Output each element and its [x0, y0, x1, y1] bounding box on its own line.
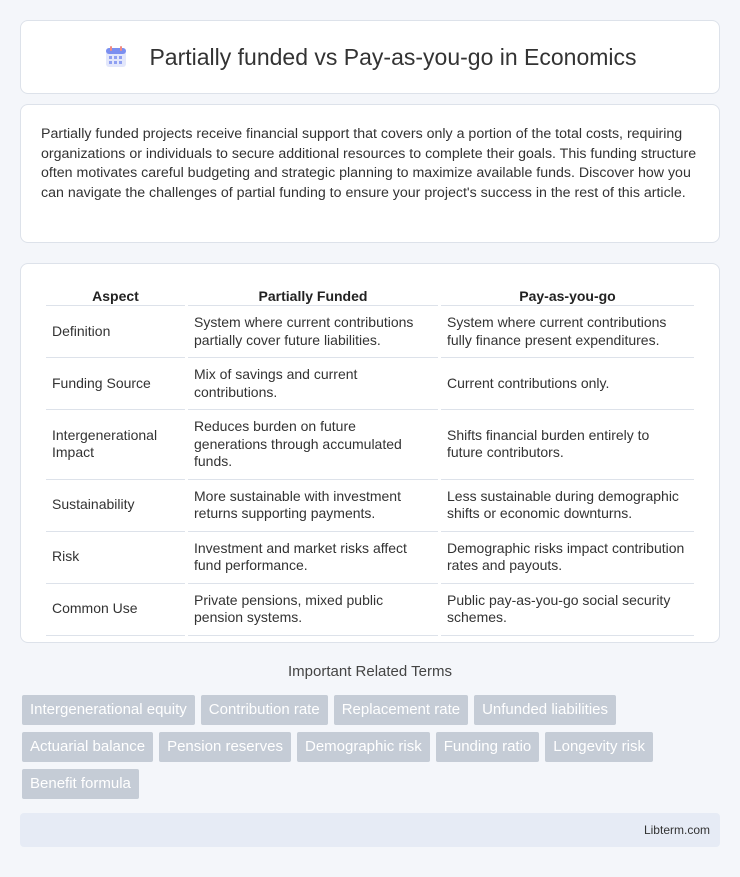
related-term-tag[interactable]: Intergenerational equity — [22, 695, 195, 725]
pay-as-you-go-cell: Public pay-as-you-go social security schemes. — [441, 584, 694, 636]
related-term-tag[interactable]: Longevity risk — [545, 732, 653, 762]
intro-card — [20, 104, 720, 243]
table-row — [46, 358, 694, 410]
pay-as-you-go-cell: Shifts financial burden entirely to future contributors. — [441, 410, 694, 480]
partially-funded-cell: More sustainable with investment returns supporting payments. — [188, 480, 438, 532]
header-aspect: Aspect — [46, 286, 185, 306]
table-row — [46, 306, 694, 358]
partially-funded-cell: Private pensions, mixed public pension systems. — [188, 584, 438, 636]
related-term-tag[interactable]: Pension reserves — [159, 732, 291, 762]
related-term-tag[interactable]: Unfunded liabilities — [474, 695, 616, 725]
related-terms-title: Important Related Terms — [288, 663, 452, 680]
table-row — [46, 480, 694, 532]
related-terms-list — [22, 695, 722, 799]
partially-funded-cell: Mix of savings and current contributions. — [188, 358, 438, 410]
table-row — [46, 532, 694, 584]
related-term-tag[interactable]: Contribution rate — [201, 695, 328, 725]
aspect-cell: Risk — [46, 532, 185, 584]
table-row — [46, 584, 694, 636]
table-row — [46, 410, 694, 480]
related-term-tag[interactable]: Demographic risk — [297, 732, 430, 762]
calendar-icon — [103, 44, 129, 70]
footer-site-link[interactable]: Libterm.com — [643, 823, 710, 837]
table-header-row — [46, 286, 694, 306]
aspect-cell: Funding Source — [46, 358, 185, 410]
header-pay-as-you-go: Pay-as-you-go — [441, 286, 694, 306]
title-card — [20, 20, 720, 94]
aspect-cell: Common Use — [46, 584, 185, 636]
related-term-tag[interactable]: Funding ratio — [436, 732, 540, 762]
aspect-cell: Intergenerational Impact — [46, 410, 185, 480]
footer — [20, 813, 720, 847]
header-partially-funded: Partially Funded — [188, 286, 438, 306]
intro-text: Partially funded projects receive financial support that covers only a portion of the total costs, requiring organizations or individuals to secure additional resources to complete their goals. This funding structure often motivates careful budgeting and strategic planning to maximize available funds. Discover how you can navigate the challenges of partial funding to ensure your project's success in the rest of this article. — [41, 126, 697, 201]
related-term-tag[interactable]: Actuarial balance — [22, 732, 153, 762]
related-term-tag[interactable]: Benefit formula — [22, 769, 139, 799]
comparison-card — [20, 263, 720, 643]
related-term-tag[interactable]: Replacement rate — [334, 695, 468, 725]
page-title: Partially funded vs Pay-as-you-go in Economics — [149, 43, 637, 70]
aspect-cell: Sustainability — [46, 480, 185, 532]
pay-as-you-go-cell: Current contributions only. — [441, 358, 694, 410]
partially-funded-cell: Investment and market risks affect fund performance. — [188, 532, 438, 584]
pay-as-you-go-cell: Less sustainable during demographic shifts or economic downturns. — [441, 480, 694, 532]
comparison-table — [43, 286, 697, 636]
pay-as-you-go-cell: System where current contributions fully finance present expenditures. — [441, 306, 694, 358]
pay-as-you-go-cell: Demographic risks impact contribution rates and payouts. — [441, 532, 694, 584]
aspect-cell: Definition — [46, 306, 185, 358]
partially-funded-cell: System where current contributions partially cover future liabilities. — [188, 306, 438, 358]
partially-funded-cell: Reduces burden on future generations through accumulated funds. — [188, 410, 438, 480]
